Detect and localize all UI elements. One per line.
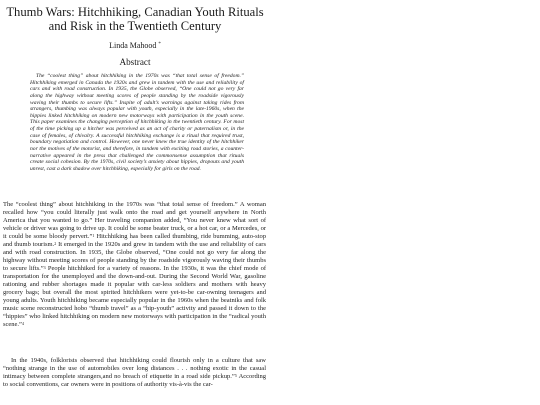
footnote-ref-2[interactable]: 2 — [54, 241, 57, 246]
paragraph-text: According to social conventions, car owners were in positions of authority vis-à-vis the car- — [3, 373, 266, 388]
footnote-ref-3[interactable]: 3 — [43, 265, 46, 270]
footnote-ref-4[interactable]: 4 — [21, 321, 24, 326]
author-name: Linda Mahood — [109, 41, 157, 50]
footnote-ref-5[interactable]: 5 — [234, 373, 237, 378]
paper-title: Thumb Wars: Hitchhiking, Canadian Youth Rituals and Risk in the Twentieth Century — [6, 5, 264, 33]
footnote-ref-1[interactable]: 1 — [92, 233, 95, 238]
author-line — [4, 41, 266, 51]
paragraph-text: Hitchhiking has been called thumbing, ride bumming, auto-stop and thumb tourism. — [3, 233, 266, 248]
body-paragraph-1 — [3, 201, 266, 329]
blank-area — [270, 0, 540, 405]
abstract-text: The “coolest thing” about hitchhiking in the 1970s was “that total sense of freedom.” Hitchhiking emerged in Canada the 1920s and grew in tandem with the use and reliability of cars and with road construction. In 1935, the Globe observed, “One could not go very far along the highway without meeting scores of people standing by the roadside vigorously waving their thumbs to secure lifts.” Inspite of adult’s warnings against taking rides from strangers, thumbing was always popular with youth, especially in the late-1960s, when the hippies linked hitchhiking on modern new motorways with participation in the youth scene. This paper examines the changing perception of hitchhiking in the twentieth century. For most of the time picking up a hitcher was perceived as an act of charity or paternalism or, in the case of females, of chivalry. A successful hitchhiking exchange is a ritual that required trust, boundary negotiation and control. However, one never knew the true identity of the hitchhiker nor the motives of the motorist, and therefore, in tandem with exciting road stories, a counter-narrative appeared in the press that challenged the commonsense assumption that rituals create social cohesion. By the 1970s, civil society’s anxiety about hippies, dropouts and youth unrest, cast a dark shadow over hitchhiking, especially for girls on the road. — [30, 73, 244, 172]
abstract-heading: Abstract — [119, 57, 151, 67]
paragraph-text: The “coolest thing” about hitchhiking in the 1970s was “that total sense of freedom.” A woman recalled how “you could literally just walk onto the road and get yourself anywhere in North America that you wanted to go.” Her traveling companion added, “You never knew what sort of vehicle or driver was going to drive up. It could be some beater truck, or a hot car, or a Mercedes, or it could be some bloody pervert.” — [3, 201, 266, 240]
body-paragraph-2 — [3, 357, 266, 389]
paragraph-text: In the 1940s, folklorists observed that hitchhiking could flourish only in a culture that saw “nothing strange in the use of automobiles over long distances . . . nothing exotic in the casual intimacy between complete strangers,and no breach of etiquette in a road side pickup.” — [3, 357, 266, 380]
paragraph-text: People hitchhiked for a variety of reasons. In the 1930s, it was the chief mode of transportation for the unemployed and the down-and-out. During the Second World War, gasoline rationing and rubber shortages made it popular with car-less soldiers and mothers with heavy grocery bags; but overall the most spirited hitchhikers were yet-to-be car-owning teenagers and young adults. Youth hitchhiking became especially popular in the 1960s when the beatniks and folk music scene reconstructed hobo “thumb travel” as a “hip-youth” activity and passed it down to the “hippies” who linked hitchhiking on modern new motorways with participation in the “radical youth scene.” — [3, 265, 266, 328]
author-footnote-mark[interactable]: * — [158, 42, 161, 47]
paragraph-text: It emerged in the 1920s and grew in tandem with the use and reliability of cars and with road construction. In 1935, the Globe observed, “One could not go very far along the highway without meeting scores of people standing by the roadside vigorously waving their thumbs to secure lifts.” — [3, 241, 266, 272]
